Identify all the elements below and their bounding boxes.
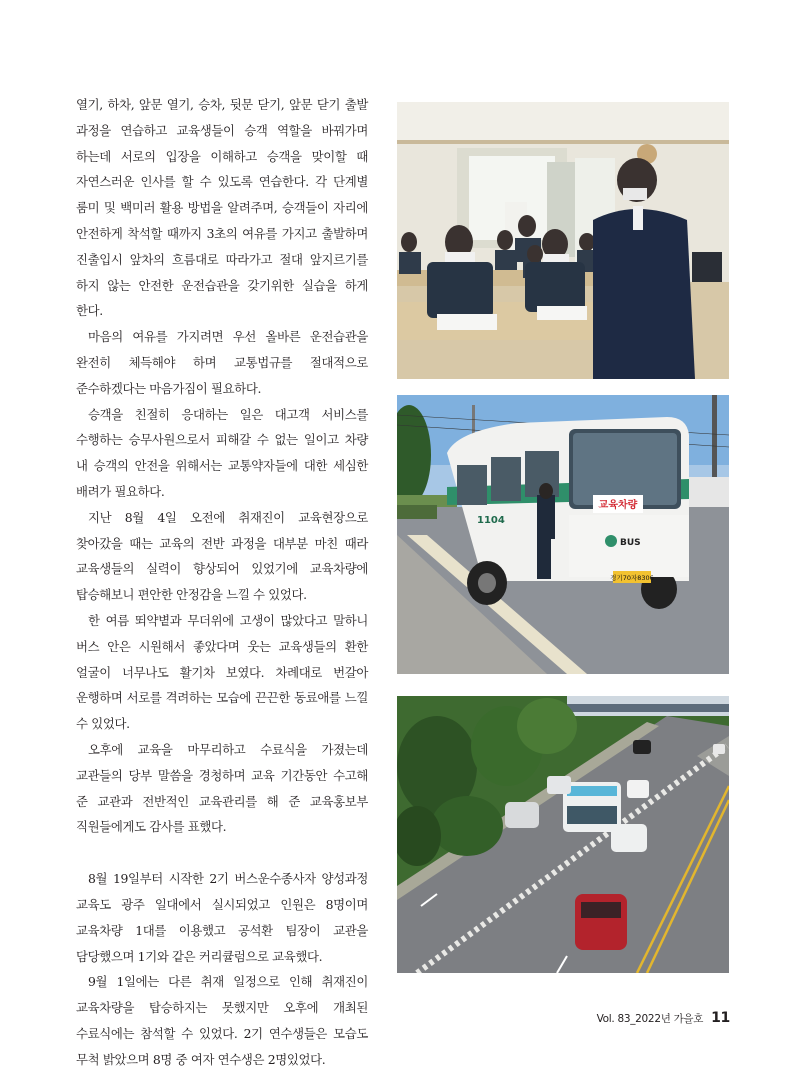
classroom-photo (397, 102, 729, 379)
bus-photo (397, 395, 729, 674)
road-illustration (397, 696, 729, 973)
section-gap (76, 840, 368, 866)
bus-sign-text: 교육차량 (598, 500, 638, 511)
bus-illustration (397, 395, 729, 674)
article-column (76, 92, 368, 1072)
article-paragraph: 9월 1일에는 다른 취재 일정으로 인해 취재진이 교육차량을 탑승하지는 못했지만 오후에 개최된 수료식에는 참석할 수 있었다. 2기 연수생들은 모습도 무척 밝았으며 8명 중 여자 연수생은 2명있었다. (76, 974, 368, 1067)
page-number: 11 (711, 1010, 730, 1026)
road-photo (397, 696, 729, 973)
bus-route-text: 1104 (477, 515, 505, 526)
page-footer (597, 1010, 730, 1026)
article-paragraph: 오후에 교육을 마무리하고 수료식을 가졌는데 교관들의 당부 말씀을 경청하며 교육 기간동안 수고해 준 교관과 전반적인 교육관리를 해 준 교육홍보부 직원들에게도 감사를 표했다. (76, 741, 368, 835)
bus-brand-text: BUS (620, 538, 641, 548)
article-paragraph: 8월 19일부터 시작한 2기 버스운수종사자 양성과정 교육도 광주 일대에서 실시되었고 인원은 8명이며 교육차량 1대를 이용했고 공석환 팀장이 교관을 담당했으며 1기와 같은 커리큘럼으로 교육했다. (76, 871, 368, 964)
bus-plate-text: 경기70자8306 (610, 574, 654, 582)
issue-label: Vol. 83_2022년 가을호 (596, 1013, 704, 1025)
article-paragraph: 한 여름 뙤약볕과 무더위에 고생이 많았다고 말하니 버스 안은 시원해서 좋았다며 웃는 교육생들의 환한 얼굴이 너무나도 활기차 보였다. 차례대로 번갈아 운행하며 서로를 격려하는 모습에 끈끈한 동료애를 느낄 수 있었다. (76, 612, 368, 732)
article-paragraph: 열기, 하차, 앞문 열기, 승차, 뒷문 닫기, 앞문 닫기 출발 과정을 연습하고 교육생들이 승객 역할을 바꿔가며 하는데 서로의 입장을 이해하고 승객을 맞이할 때 자연스러운 인사를 할 수 있도록 연습한다. 각 단계별 룸미 및 백미러 활용 방법을 알려주며, 승객들이 자리에 안전하게 착석할 때까지 3초의 여유를 가지고 출발하며 진출입시 앞차의 흐름대로 따라가고 절대 앞지르기를 하지 않는 안전한 운전습관을 갖기위한 실습을 하게 한다. (76, 97, 368, 319)
article-paragraph: 승객을 친절히 응대하는 일은 대고객 서비스를 수행하는 승무사원으로서 피해갈 수 없는 일이고 차량 내 승객의 안전을 위해서는 교통약자들에 대한 세심한 배려가 필요하다. (76, 406, 368, 499)
article-paragraph: 마음의 여유를 가지려면 우선 올바른 운전습관을 완전히 체득해야 하며 교통법규를 절대적으로 준수하겠다는 마음가짐이 필요하다. (76, 329, 368, 396)
classroom-illustration (397, 102, 729, 379)
article-paragraph: 지난 8월 4일 오전에 취재진이 교육현장으로 찾아갔을 때는 교육의 전반 과정을 대부분 마친 때라 교육생들의 실력이 향상되어 있었기에 교육차량에 탑승해보니 편안한 안정감을 느낄 수 있었다. (76, 509, 368, 603)
